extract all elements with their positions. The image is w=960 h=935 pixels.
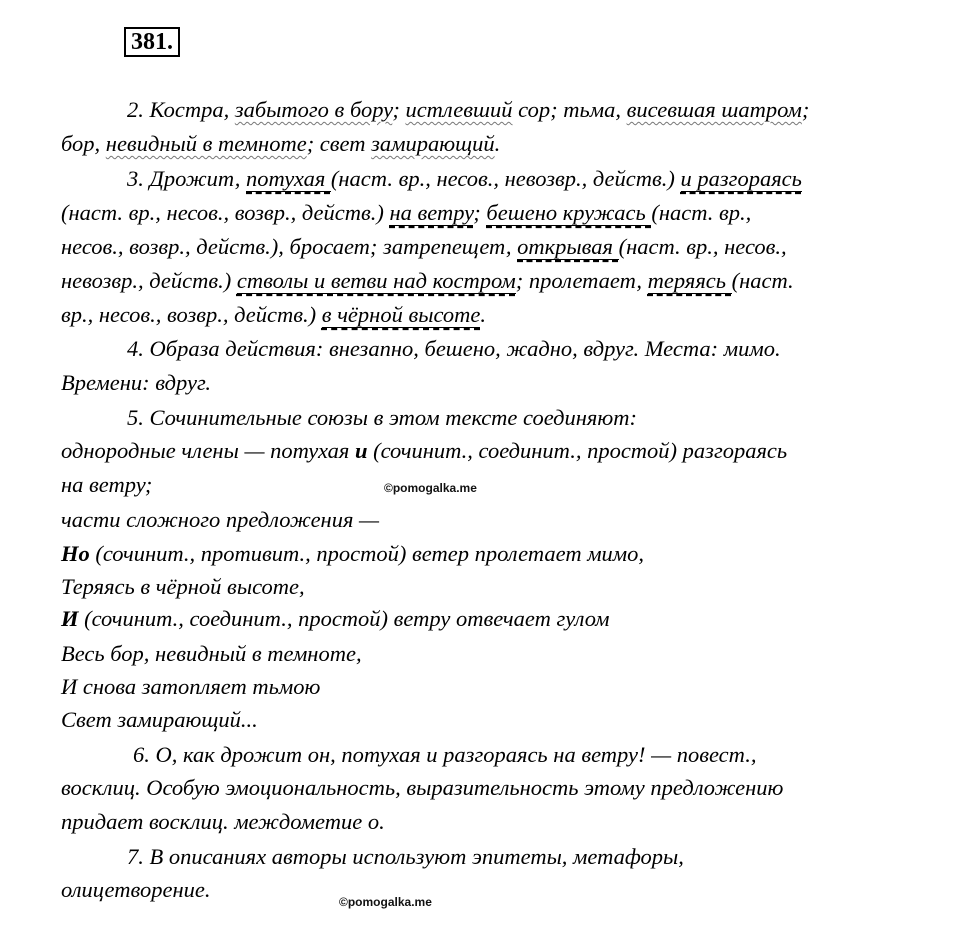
p5-line-4: части сложного предложения — <box>61 507 380 532</box>
p5-line-1: 5. Сочинительные союзы в этом тексте соединяют: <box>127 405 637 430</box>
p5-line-8: Весь бор, невидный в темноте, <box>61 641 362 666</box>
gerund-phrase: в чёрной высоте <box>321 302 481 327</box>
gerund-phrase: на ветру <box>389 200 474 225</box>
p5-line-7: И (сочинит., соединит., простой) ветру отвечает гулом <box>61 606 610 631</box>
conjunction: Но <box>61 541 90 566</box>
participle: истлевший <box>405 97 513 122</box>
p5-line-2: однородные члены — потухая и (сочинит., соединит., простой) разгораясь <box>61 438 788 463</box>
gerund-phrase: бешено кружась <box>486 200 652 225</box>
p6-line-1: 6. О, как дрожит он, потухая и разгораясь на ветру! — повест., <box>133 742 757 767</box>
p4-line-2: Времени: вдруг. <box>61 370 212 395</box>
p2-line-2: бор, невидный в темноте; свет замирающий. <box>61 131 501 156</box>
conjunction: И <box>61 606 79 631</box>
p6-line-3: придает восклиц. междометие о. <box>61 809 385 834</box>
p3-line-3: несов., возвр., действ.), бросает; затрепещет, открывая (наст. вр., несов., <box>61 234 787 259</box>
watermark: ©pomogalka.me <box>384 481 477 495</box>
gerund: потухая <box>246 166 331 191</box>
p4-line-1: 4. Образа действия: внезапно, бешено, жадно, вдруг. Места: мимо. <box>127 336 781 361</box>
p7-line-1: 7. В описаниях авторы используют эпитеты, метафоры, <box>127 844 684 869</box>
p3-line-5: вр., несов., возвр., действ.) в чёрной высоте. <box>61 302 486 327</box>
gerund-phrase: стволы и ветви над костром <box>236 268 516 293</box>
p5-line-5: Но (сочинит., противит., простой) ветер пролетает мимо, <box>61 541 645 566</box>
p5-line-3: на ветру; <box>61 472 153 497</box>
p7-line-2: олицетворение. <box>61 877 211 902</box>
p3-line-1: 3. Дрожит, потухая (наст. вр., несов., невозвр., действ.) и разгораясь <box>127 166 802 191</box>
gerund: и разгораясь <box>680 166 802 191</box>
p5-line-6: Теряясь в чёрной высоте, <box>61 574 305 599</box>
participle: замирающий <box>371 131 495 156</box>
participle-phrase: висевшая шатром <box>626 97 802 122</box>
p6-line-2: восклиц. Особую эмоциональность, выразительность этому предложению <box>61 775 784 800</box>
exercise-number: 381. <box>124 27 180 57</box>
participle-phrase: забытого в бору <box>234 97 393 122</box>
participle-phrase: невидный в темноте <box>105 131 307 156</box>
watermark-bottom: ©pomogalka.me <box>339 895 432 909</box>
p3-line-2: (наст. вр., несов., возвр., действ.) на ветру; бешено кружась (наст. вр., <box>61 200 752 225</box>
p2-line-1: 2. Костра, забытого в бору; истлевший сор; тьма, висевшая шатром; <box>127 97 810 122</box>
conjunction: и <box>355 438 368 463</box>
gerund: теряясь <box>647 268 732 293</box>
p3-line-4: невозвр., действ.) стволы и ветви над костром; пролетает, теряясь (наст. <box>61 268 794 293</box>
p5-line-9: И снова затопляет тьмою <box>61 674 321 699</box>
p5-line-10: Свет замирающий... <box>61 707 258 732</box>
gerund: открывая <box>517 234 619 259</box>
